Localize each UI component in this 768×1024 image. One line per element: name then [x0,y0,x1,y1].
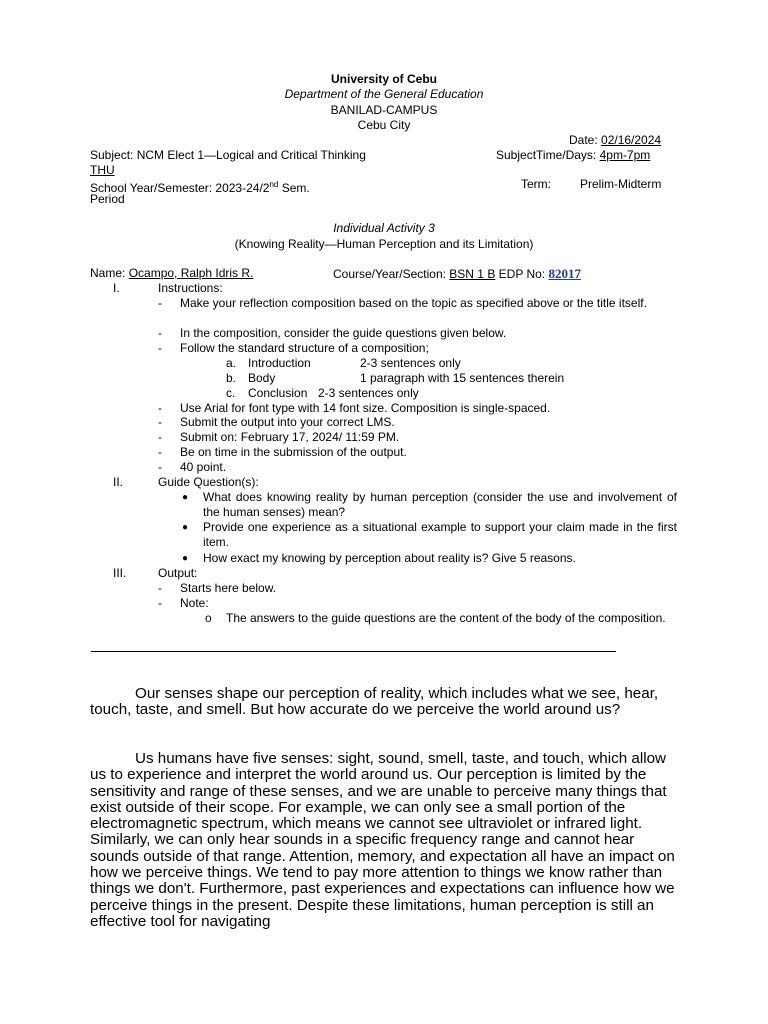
subject-time-value: 4pm-7pm [599,148,651,162]
guide-heading: Guide Question(s): [158,475,259,489]
dash-bullet: - [158,460,162,474]
composition-paragraph [90,686,680,719]
dash-bullet: - [158,596,162,610]
period-label: Period [90,192,125,206]
instruction-item: In the composition, consider the guide questions given below. [180,326,507,340]
bullet-icon: ● [182,522,189,533]
date-label: Date: [569,133,602,147]
instructions-heading: Instructions: [158,281,223,295]
campus-name: BANILAD-CAMPUS [330,103,438,117]
dash-bullet: - [158,445,162,459]
structure-desc: 2-3 sentences only [360,356,461,370]
composition-paragraph [90,751,680,930]
dash-bullet: - [158,430,162,444]
city-name: Cebu City [357,118,411,132]
section-number-instructions: I. [113,281,120,295]
instruction-item: Be on time in the submission of the output. [180,445,407,459]
bullet-icon: ● [182,553,189,564]
subject-line: Subject: NCM Elect 1—Logical and Critical Thinking [90,148,366,162]
output-item: Note: [180,596,209,610]
dash-bullet: - [158,581,162,595]
structure-part: Body [248,371,276,385]
structure-desc: 1 paragraph with 15 sentences therein [360,371,565,385]
output-note: The answers to the guide questions are the content of the body of the composition. [226,611,666,625]
guide-question: What does knowing reality by human perception (consider the use and involvement of the human senses) mean? [203,490,677,519]
dash-bullet: - [158,326,162,340]
dash-bullet: - [158,401,162,415]
structure-part: Introduction [248,356,311,370]
divider-line [91,651,616,652]
school-year-prefix: School Year/Semester: 2023-24/2 [90,181,270,195]
instruction-item: Use Arial for font type with 14 font size. Composition is single-spaced. [180,401,551,415]
subject-time-label: SubjectTime/Days: [496,148,600,162]
structure-letter: c. [226,386,236,400]
course-label: Course/Year/Section: [333,267,450,281]
structure-part: Conclusion [248,386,308,400]
course-line [333,266,581,282]
composition-text: Our senses shape our perception of reality, which includes what we see, hear, touch, taste, and smell. But how accurate do we perceive the world around us? [90,685,659,719]
output-heading: Output: [158,566,198,580]
structure-desc: 2-3 sentences only [318,386,419,400]
instruction-item: Make your reflection composition based on the topic as specified above or the title itself. [180,296,647,310]
term-label: Term: [521,177,551,191]
section-number-output: III. [113,566,127,580]
circle-bullet-icon: o [205,611,212,625]
dash-bullet: - [158,415,162,429]
name-label: Name: [90,266,129,280]
edp-label: EDP No: [495,267,549,281]
guide-question: Provide one experience as a situational example to support your claim made in the first item. [203,520,677,549]
instruction-item: 40 point. [180,460,227,474]
school-year-sup: nd [269,180,279,189]
term-value: Prelim-Midterm [580,177,662,191]
structure-letter: b. [226,371,237,385]
date-line [569,133,661,148]
instruction-item: Submit the output into your correct LMS. [180,415,395,429]
instruction-item: Submit on: February 17, 2024/ 11:59 PM. [180,430,400,444]
activity-subtitle: (Knowing Reality—Human Perception and its Limitation) [234,237,534,251]
guide-question: How exact my knowing by perception about reality is? Give 5 reasons. [203,551,576,565]
subject-day: THU [90,163,115,177]
university-name: University of Cebu [330,72,438,86]
structure-letter: a. [226,356,237,370]
composition-text: Us humans have five senses: sight, sound, smell, taste, and touch, which allow us to experience and interpret the world around us. Our perception is limited by the sensitivity and range of these senses, and we are unable to perceive many things that exist outside of their scope. For example, we can only see a small portion of the electromagnetic spectrum, which means we cannot see ultraviolet or infrared light. Similarly, we can only hear sounds in a specific frequency range and cannot hear sounds outside of that range. Attention, memory, and expectation all have an impact on how we perceive things. We tend to pay more attention to things we know rather than things we don't. Furthermore, past experiences and expectations can influence how we perceive things in the present. Despite these limitations, human perception is still an effective tool for navigating [90,750,675,930]
edp-value: 82017 [548,266,581,281]
date-value: 02/16/2024 [601,133,662,147]
course-value: BSN 1 B [449,267,496,281]
student-name-line [90,266,253,281]
department-name: Department of the General Education [284,87,484,101]
subject-time-line [496,148,650,163]
dash-bullet: - [158,296,162,310]
dash-bullet: - [158,341,162,355]
activity-title: Individual Activity 3 [333,221,435,235]
output-item: Starts here below. [180,581,277,595]
name-value: Ocampo, Ralph Idris R. [128,266,254,280]
section-number-guide: II. [113,475,124,489]
instruction-item: Follow the standard structure of a composition; [180,341,429,355]
school-year-suffix: Sem. [278,181,310,195]
bullet-icon: ● [182,492,189,503]
